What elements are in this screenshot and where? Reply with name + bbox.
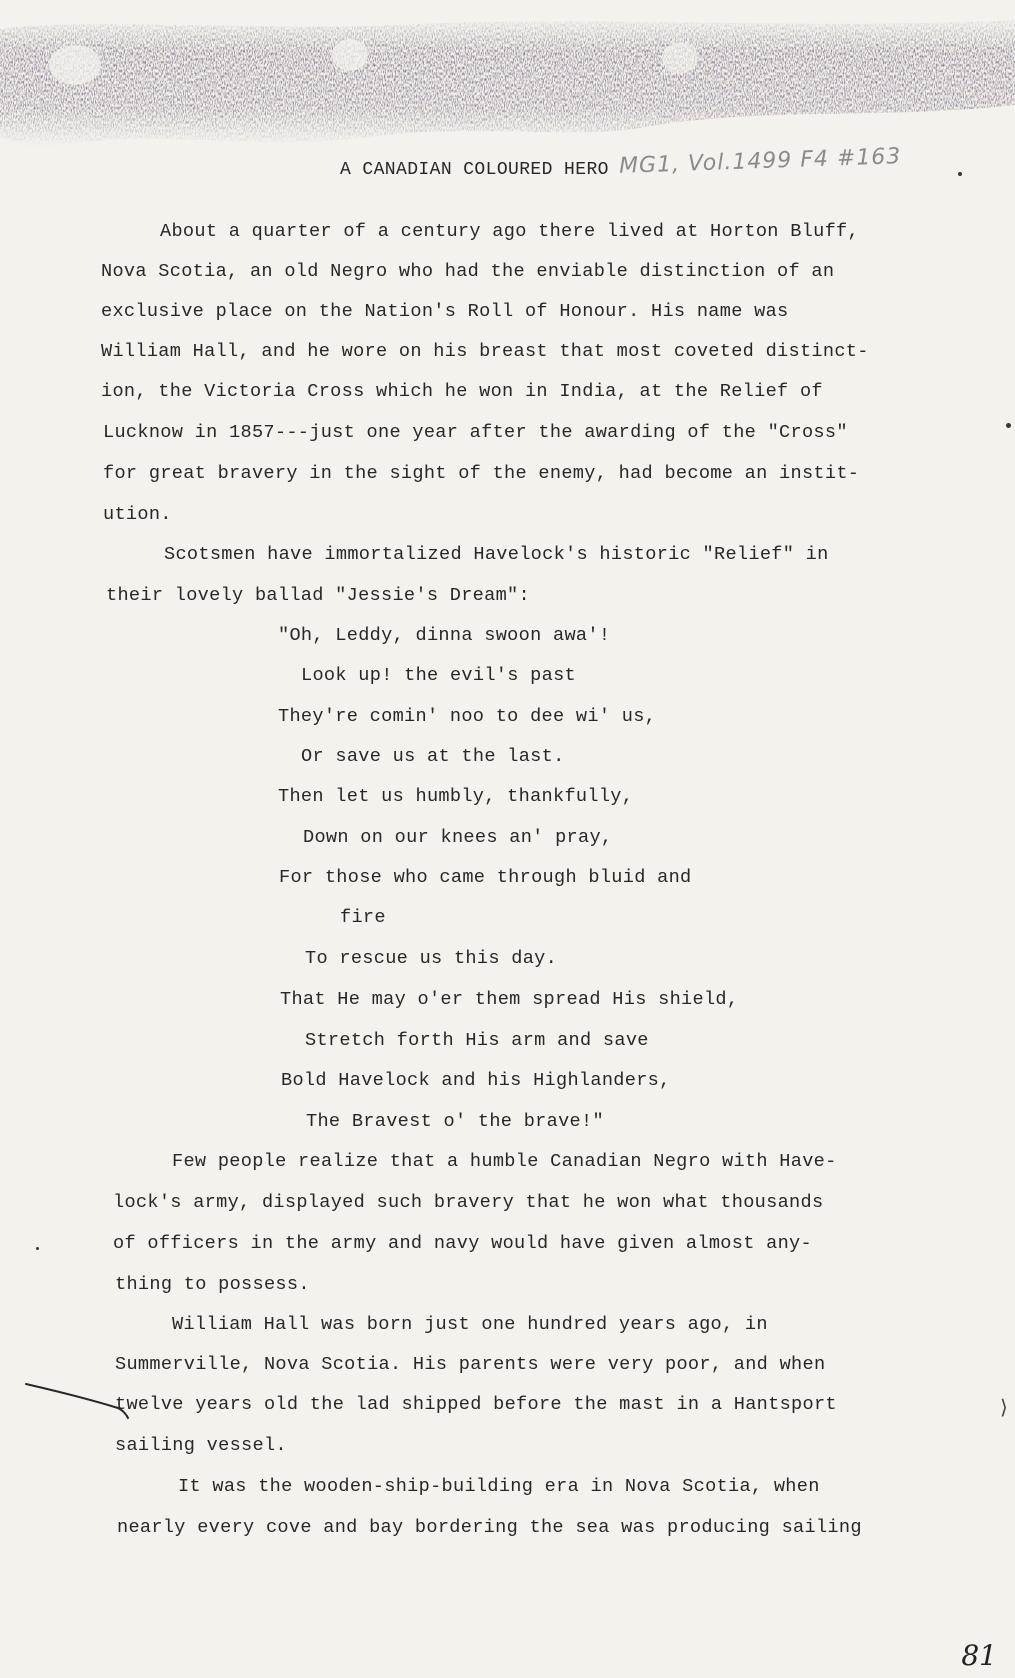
- body-line: Lucknow in 1857---just one year after the awarding of the "Cross": [103, 422, 848, 443]
- poem-line: fire: [340, 907, 386, 928]
- poem-line: The Bravest o' the brave!": [306, 1111, 604, 1132]
- body-line: ution.: [103, 504, 172, 525]
- body-line: Summerville, Nova Scotia. His parents were very poor, and when: [115, 1354, 826, 1375]
- ink-smudge-band: [0, 10, 1015, 160]
- title-line: [340, 144, 902, 185]
- body-line: twelve years old the lad shipped before the mast in a Hantsport: [115, 1394, 837, 1415]
- body-line: their lovely ballad "Jessie's Dream":: [106, 585, 530, 606]
- stray-mark: [36, 1247, 39, 1250]
- body-line: for great bravery in the sight of the enemy, had become an instit-: [103, 463, 860, 484]
- document-title: A CANADIAN COLOURED HERO: [340, 160, 609, 180]
- body-line: Nova Scotia, an old Negro who had the enviable distinction of an: [101, 261, 835, 282]
- poem-line: To rescue us this day.: [305, 948, 558, 969]
- pen-stroke-mark: [22, 1380, 132, 1440]
- archive-reference-handwritten: MG1, Vol.1499 F4 #163: [618, 144, 902, 179]
- body-line: ion, the Victoria Cross which he won in India, at the Relief of: [101, 381, 823, 402]
- poem-line: Bold Havelock and his Highlanders,: [281, 1070, 671, 1091]
- poem-line: Look up! the evil's past: [301, 665, 576, 686]
- poem-line: Stretch forth His arm and save: [305, 1030, 649, 1051]
- poem-line: Then let us humbly, thankfully,: [278, 786, 634, 807]
- body-line: of officers in the army and navy would have given almost any-: [113, 1233, 812, 1254]
- body-line: exclusive place on the Nation's Roll of Honour. His name was: [101, 301, 789, 322]
- poem-line: That He may o'er them spread His shield,: [280, 989, 739, 1010]
- body-line: It was the wooden-ship-building era in Nova Scotia, when: [178, 1476, 820, 1497]
- body-line: sailing vessel.: [115, 1435, 287, 1456]
- stray-mark: [1006, 423, 1011, 428]
- poem-line: "Oh, Leddy, dinna swoon awa'!: [278, 625, 611, 646]
- body-line: Scotsmen have immortalized Havelock's historic "Relief" in: [164, 544, 829, 565]
- body-line: William Hall, and he wore on his breast that most coveted distinct-: [101, 341, 869, 362]
- body-line: About a quarter of a century ago there lived at Horton Bluff,: [160, 221, 859, 242]
- edge-mark: ⟩: [1000, 1395, 1008, 1419]
- page-number: 81: [961, 1639, 997, 1672]
- poem-line: For those who came through bluid and: [279, 867, 692, 888]
- body-line: Few people realize that a humble Canadian Negro with Have-: [172, 1151, 837, 1172]
- stray-mark: [958, 172, 962, 176]
- poem-line: Down on our knees an' pray,: [303, 827, 613, 848]
- body-line: lock's army, displayed such bravery that he won what thousands: [113, 1192, 824, 1213]
- poem-line: They're comin' noo to dee wi' us,: [278, 706, 657, 727]
- body-line: William Hall was born just one hundred years ago, in: [172, 1314, 768, 1335]
- poem-line: Or save us at the last.: [301, 746, 565, 767]
- body-line: nearly every cove and bay bordering the sea was producing sailing: [117, 1517, 862, 1538]
- body-line: thing to possess.: [115, 1274, 310, 1295]
